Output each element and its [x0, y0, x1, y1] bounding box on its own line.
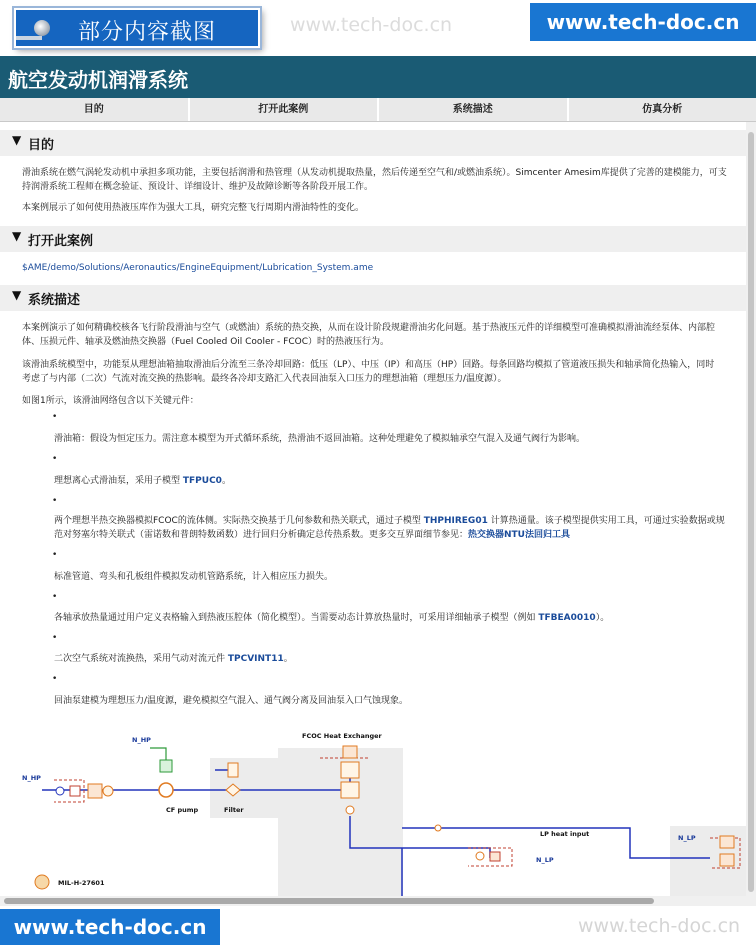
- badge-text: 部分内容截图: [78, 20, 217, 45]
- list-item-bearing: [54, 611, 734, 625]
- label-cf-pump: CF pump: [166, 806, 199, 814]
- label-n-hp-left: N_HP: [22, 774, 41, 782]
- tab-system-description[interactable]: 系统描述: [379, 98, 569, 121]
- screenshot-badge: [14, 8, 260, 48]
- label-lp-heat-input: LP heat input: [540, 830, 590, 838]
- bullet-icon: •: [52, 550, 58, 560]
- text-line: 滑油系统在燃气涡轮发动机中承担多项功能，主要包括润滑和热管理（从发动机提取热量，然后传递至空气和/或燃油系统）。Simcenter Amesim库提供了完善的建模能力，可支: [22, 168, 727, 178]
- filter-valve-icon: [228, 763, 238, 777]
- bearing-icon: [720, 836, 734, 848]
- pipe-icon: [490, 852, 500, 861]
- content-area: [0, 122, 746, 906]
- pump-icon: [159, 783, 173, 797]
- text-line: 持润滑系统工程师在概念验证、预设计、详细设计、维护及故障诊断等各阶段开展工作。: [22, 182, 374, 192]
- vertical-scrollbar[interactable]: [746, 122, 756, 906]
- section-header-purpose[interactable]: [0, 130, 746, 156]
- item-text: ）。: [595, 613, 610, 623]
- bullet-icon: •: [52, 412, 58, 422]
- item-text: 。: [283, 654, 293, 664]
- list-item-pipes: 标准管道、弯头和孔板组件模拟发动机管路系统，计入相应压力损失。: [54, 572, 334, 582]
- watermark-top: www.tech-doc.cn: [290, 14, 453, 36]
- system-paragraph-3: 如图1所示，该滑油网络包含以下关键元件：: [22, 396, 199, 406]
- item-text: 各轴承放热量通过用户定义表格输入到热液压腔体（简化模型）。当需要动态计算放热量时，可采用详细轴承子模型（例如: [54, 613, 539, 623]
- fcoc-top-icon: [343, 746, 357, 758]
- pipe-icon: [70, 786, 80, 796]
- case-path-link[interactable]: $AME/demo/Solutions/Aeronautics/EngineEquipment/Lubrication_System.ame: [22, 263, 374, 273]
- label-n-hp-top: N_HP: [132, 736, 151, 744]
- tab-simulation[interactable]: 仿真分析: [642, 104, 683, 115]
- node-icon: [476, 852, 484, 860]
- section-header-open-case[interactable]: [0, 226, 746, 252]
- fcoc-port-icon: [346, 806, 354, 814]
- text-line: 考虑了与内部（二次）气流对流交换的热影响。最终各冷却支路汇入代表回油泵入口压力的理想油箱（理想压力/温度源）。: [22, 374, 507, 384]
- top-banner: [0, 0, 756, 56]
- tfbea0010-link[interactable]: TFBEA0010: [538, 613, 596, 623]
- collapse-arrow-icon[interactable]: ▼: [12, 288, 22, 302]
- text-line: 该滑油系统模型中，功能泵从理想油箱抽取滑油后分流至三条冷却回路：低压（LP）、中压（IP）和高压（HP）回路。每条回路均模拟了管道液压损失和轴承简化热输入，同时: [22, 360, 715, 370]
- brand-bottom[interactable]: www.tech-doc.cn: [0, 909, 220, 945]
- purpose-paragraph-2: 本案例展示了如何使用热液压库作为强大工具，研究完整飞行周期内滑油特性的变化。: [22, 203, 365, 213]
- label-fcoc: FCOC Heat Exchanger: [302, 732, 382, 740]
- label-fluid: MIL-H-27601: [58, 879, 105, 887]
- tank-icon: [56, 787, 64, 795]
- badge-connector: [16, 36, 42, 40]
- horizontal-scrollbar[interactable]: [0, 896, 746, 906]
- label-n-lp-mid: N_LP: [536, 856, 554, 864]
- orifice-icon: [88, 784, 102, 798]
- section-title-system: 系统描述: [28, 293, 81, 308]
- list-item-heat-exchanger: [54, 514, 734, 542]
- watermark-bottom: www.tech-doc.cn: [578, 915, 741, 937]
- node-icon: [435, 825, 441, 831]
- collapse-arrow-icon[interactable]: ▼: [12, 133, 22, 147]
- scrollbar-thumb[interactable]: [4, 898, 654, 904]
- motor-icon: [160, 760, 172, 772]
- item-text: 理想离心式滑油泵，采用子模型: [54, 476, 183, 486]
- scrollbar-thumb[interactable]: [748, 132, 754, 892]
- label-filter: Filter: [224, 806, 244, 814]
- system-paragraph-2: [22, 358, 734, 386]
- fcoc-exchanger-icon: [341, 782, 359, 798]
- item-text: 范对努塞尔特关联式（雷诺数和普朗特数函数）进行回归分析确定总传热系数。更多交互界面细节参见：: [54, 530, 469, 540]
- section-title-open-case: 打开此案例: [28, 234, 94, 249]
- page-title: 航空发动机润滑系统: [8, 68, 188, 92]
- junction-icon: [103, 786, 113, 796]
- purpose-paragraph-1: [22, 166, 734, 194]
- bullet-icon: •: [52, 633, 58, 643]
- list-item-air-system: [54, 652, 734, 666]
- bearing-icon: [720, 854, 734, 866]
- bullet-icon: •: [52, 674, 58, 684]
- collapse-arrow-icon[interactable]: ▼: [12, 229, 22, 243]
- item-text: 二次空气系统对流换热，采用气动对流元件: [54, 654, 228, 664]
- lubrication-system-diagram: [20, 718, 746, 887]
- item-text: 计算热通量。该子模型提供实用工具，可通过实验数据或规: [487, 516, 725, 526]
- diagram-svg: [20, 718, 746, 906]
- section-title-purpose: 目的: [28, 138, 55, 153]
- text-line: 本案例演示了如何精确校核各飞行阶段滑油与空气（或燃油）系统的热交换，从而在设计阶段规避滑油劣化问题。基于热液压元件的详细模型可准确模拟滑油流经泵体、内部腔: [22, 323, 716, 333]
- label-n-lp-right: N_LP: [678, 834, 696, 842]
- list-item-tank: 滑油箱：假设为恒定压力。需注意本模型为开式循环系统，热滑油不返回油箱。这种处理避免了模拟轴承空气混入及通气阀行为影响。: [54, 434, 586, 444]
- filter-region: [210, 758, 280, 818]
- brand-top[interactable]: www.tech-doc.cn: [530, 3, 756, 41]
- text-line: [54, 528, 734, 542]
- tpcvint11-link[interactable]: TPCVINT11: [227, 654, 284, 664]
- list-item-pump: [54, 474, 734, 488]
- tab-purpose[interactable]: 目的: [0, 98, 190, 121]
- tfpuc0-link[interactable]: TFPUC0: [182, 476, 222, 486]
- list-item-scavenge: 回油泵建模为理想压力/温度源，避免模拟空气混入、通气阀分离及回油泵入口气蚀现象。: [54, 696, 409, 706]
- text-line: 体、压损元件、轴承及燃油热交换器（Fuel Cooled Oil Cooler - FCOC）时的热液压行为。: [22, 337, 389, 347]
- item-text: 两个理想半热交换器模拟FCOC的流体侧。实际热交换基于几何参数和热关联式，通过子模型: [54, 516, 424, 526]
- bullet-icon: •: [52, 496, 58, 506]
- bullet-icon: •: [52, 454, 58, 464]
- title-bar: [0, 56, 756, 98]
- text-line: [54, 514, 734, 528]
- section-header-system[interactable]: [0, 285, 746, 311]
- system-paragraph-1: [22, 321, 734, 349]
- fcoc-exchanger-icon: [341, 762, 359, 778]
- item-text: 。: [221, 476, 231, 486]
- fluid-properties-icon: [35, 875, 49, 889]
- knob-icon: [34, 20, 50, 36]
- help-window: [0, 56, 756, 906]
- tab-open-case[interactable]: 打开此案例: [190, 98, 380, 121]
- tab-bar: [0, 98, 756, 122]
- bullet-icon: •: [52, 592, 58, 602]
- thphireg01-link[interactable]: THPHIREG01: [423, 516, 488, 526]
- ntu-regression-tool-link[interactable]: 热交换器NTU法回归工具: [468, 530, 570, 540]
